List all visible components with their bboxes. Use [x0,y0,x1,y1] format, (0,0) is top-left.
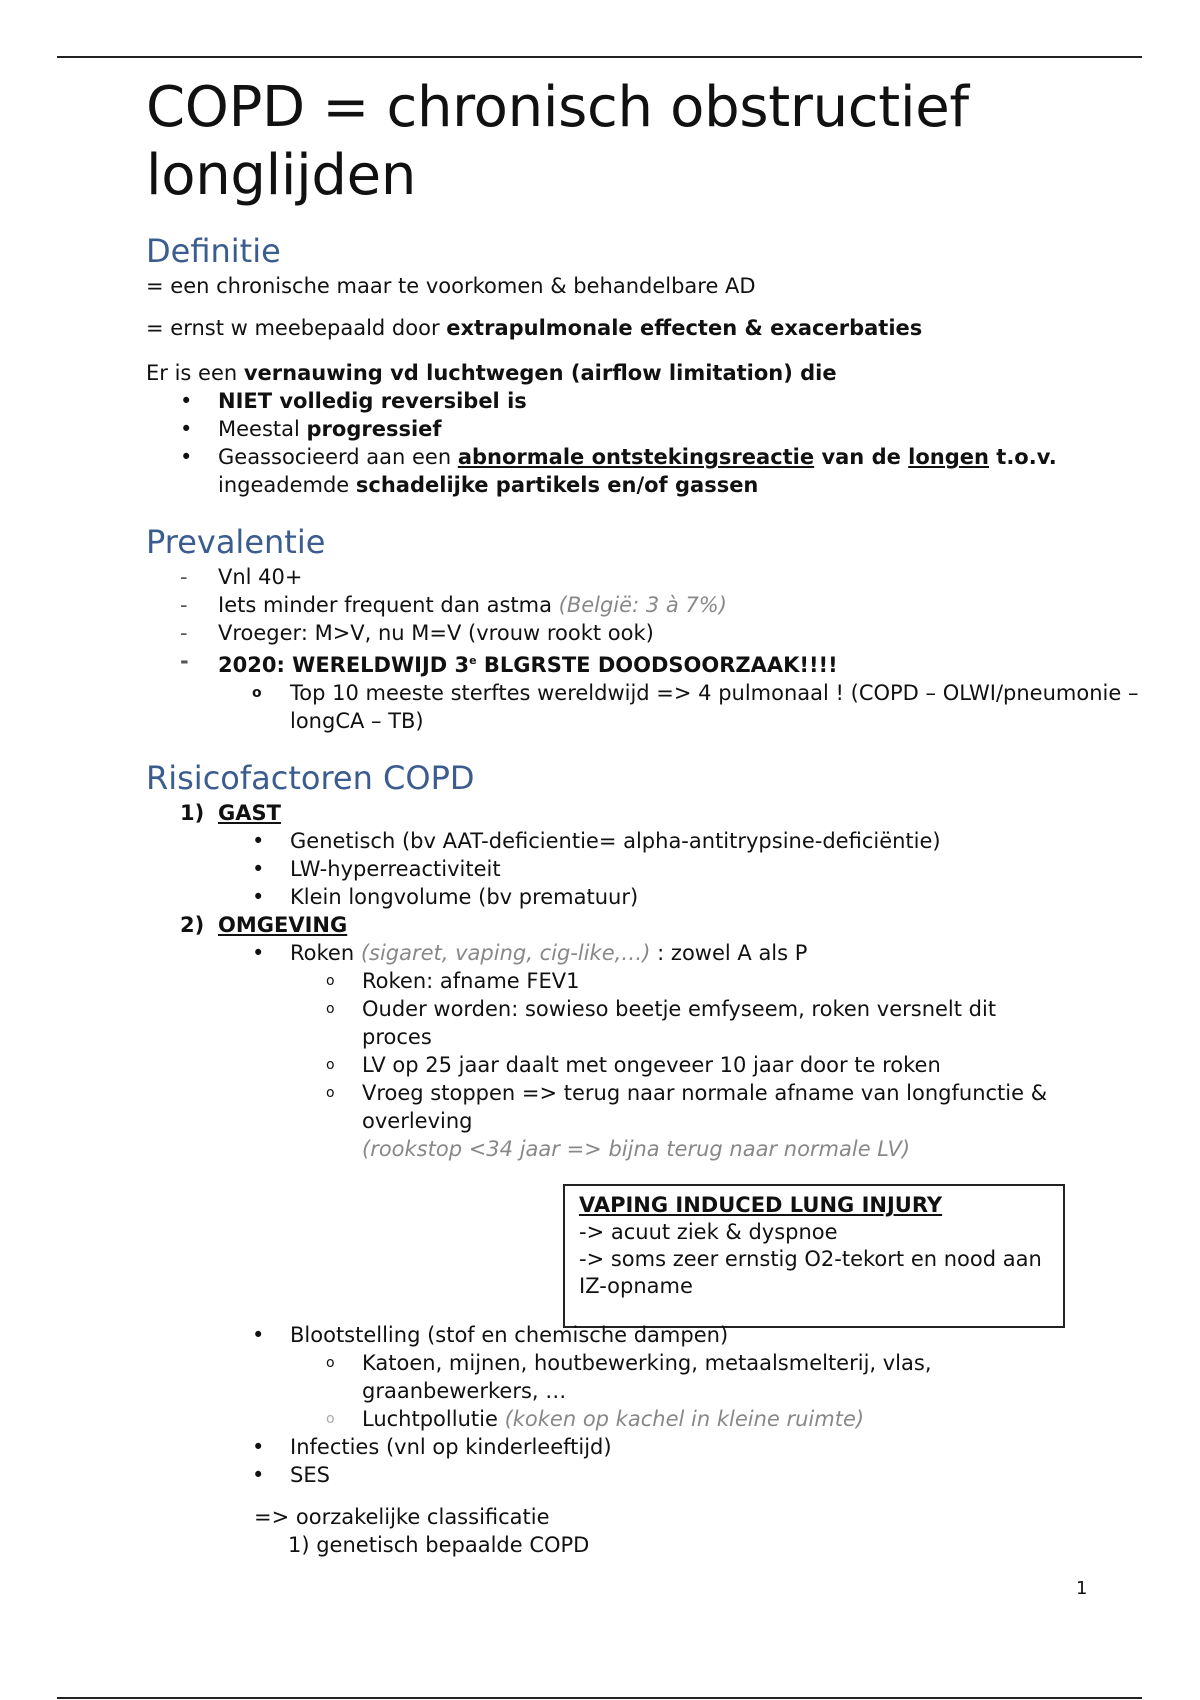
page-number: 1 [1076,1578,1088,1599]
list-text: Roken: afname FEV1 [362,969,580,993]
numbered-label: GAST [218,801,281,825]
bullet-text-bold: van de [814,445,909,469]
definitie-line3 [146,359,1186,387]
bullet-marker: • [252,1435,265,1459]
superscript: e [469,654,477,667]
list-text: Klein longvolume (bv prematuur) [290,885,639,909]
list-text: Vroeg stoppen => terug naar normale afname van longfunctie & overleving [362,1081,1048,1133]
list-item [146,443,1186,499]
heading-prevalentie: Prevalentie [146,523,326,561]
list-text: Infecties (vnl op kinderleeftijd) [290,1435,612,1459]
bullet-text-bold-underline: longen [908,445,989,469]
bullet-text-bold: t.o.v. [988,445,1057,469]
list-item [146,1321,1186,1349]
list-note: (koken op kachel in kleine ruimte) [504,1407,865,1431]
list-text: Blootstelling (stof en chemische dampen) [290,1323,729,1347]
list-note: (België: 3 à 7%) [558,593,727,617]
dash-marker: - [180,621,188,645]
bullet-marker: • [180,445,193,469]
list-item [146,387,1186,415]
box-title [579,1192,1049,1219]
bullet-marker: • [180,389,193,413]
number-marker: 2) [180,913,205,937]
box-line: -> soms zeer ernstig O2-tekort en nood aan IZ-opname [579,1247,1042,1298]
definitie-line3-text: Er is een [146,361,244,385]
list-text: Luchtpollutie [362,1407,505,1431]
number-marker: 1) [180,801,205,825]
list-item [146,1051,1186,1079]
list-item [146,679,1186,735]
list-note: (rookstop <34 jaar => bijna terug naar normale LV) [362,1137,911,1161]
bullet-text-bold: schadelijke partikels en/of gassen [355,473,759,497]
list-text: Genetisch (bv AAT-deficientie= alpha-antitrypsine-deficiëntie) [290,829,941,853]
circle-marker: o [326,1355,335,1371]
document-body [146,74,1186,1559]
list-text: Vnl 40+ [218,565,303,589]
numbered-label: OMGEVING [218,913,348,937]
definitie-line1: = een chronische maar te voorkomen & behandelbare AD [146,274,756,298]
numbered-item [146,911,1186,939]
list-item [146,1405,1186,1433]
bullet-marker: • [252,857,265,881]
bullet-marker: • [252,1463,265,1487]
list-text: Vroeger: M>V, nu M=V (vrouw rookt ook) [218,621,654,645]
list-note: (sigaret, vaping, cig-like,…) [360,941,651,965]
list-text-bold: BLGRSTE DOODSOORZAAK!!!! [476,653,838,677]
risico-list-continued [146,1321,1186,1489]
list-item [146,883,1186,911]
circle-marker: o [326,1057,335,1073]
list-item [146,415,1186,443]
list-item [146,827,1186,855]
bullet-marker: • [252,829,265,853]
list-text: LV op 25 jaar daalt met ongeveer 10 jaar door te roken [362,1053,941,1077]
list-text: Iets minder frequent dan astma [218,593,559,617]
list-item [146,967,1186,995]
list-item [146,1433,1186,1461]
heading-risicofactoren: Risicofactoren COPD [146,759,475,797]
list-text-bold: 2020: WERELDWIJD 3 [218,653,470,677]
bottom-rule [57,1697,1142,1699]
list-item [146,995,1186,1051]
top-rule [57,56,1142,58]
bullet-marker: • [252,941,265,965]
bullet-marker: • [252,1323,265,1347]
bullet-text-bold: progressief [306,417,442,441]
box-line: -> acuut ziek & dyspnoe [579,1220,838,1244]
circle-marker: o [252,685,262,701]
bullet-marker: • [180,417,193,441]
dash-marker: - [180,565,188,589]
prevalentie-list [146,563,1186,735]
list-text: Katoen, mijnen, houtbewerking, metaalsmelterij, vlas, graanbewerkers, … [362,1351,932,1403]
bullet-text: Meestal [218,417,307,441]
bullet-marker: • [252,885,265,909]
bullet-text: Geassocieerd aan een [218,445,458,469]
heading-definitie: Definitie [146,232,281,270]
numbered-item [146,799,1186,827]
box-title-text: VAPING INDUCED LUNG INJURY [579,1193,943,1217]
list-item [146,855,1186,883]
definitie-line3-bold: vernauwing vd luchtwegen (airflow limitation) die [243,361,837,385]
classification-line: => oorzakelijke classificatie [254,1505,550,1529]
list-text: SES [290,1463,330,1487]
bullet-text: NIET volledig reversibel is [218,389,527,413]
list-item [146,1461,1186,1489]
vaping-info-box [563,1184,1065,1328]
list-text: Roken [290,941,361,965]
list-text: : zowel A als P [650,941,808,965]
list-text: Ouder worden: sowieso beetje emfyseem, roken versnelt dit proces [362,997,997,1049]
bullet-text: ingeademde [218,473,356,497]
circle-marker: o [326,1001,335,1017]
dash-marker: - [180,649,189,673]
risico-list [146,799,1186,1163]
definitie-bullets [146,387,1186,499]
dash-marker: - [180,593,188,617]
list-text: Top 10 meeste sterftes wereldwijd => 4 pulmonaal ! (COPD – OLWI/pneumonie – longCA – TB) [290,681,1139,733]
definitie-line2 [146,314,1186,342]
definitie-line2-bold: extrapulmonale effecten & exacerbaties [446,316,923,340]
list-item [146,563,1186,591]
list-item [146,1349,1186,1405]
circle-marker: o [326,1085,335,1101]
list-item [146,939,1186,967]
list-item [146,647,1186,679]
definitie-line2-text: = ernst w meebepaald door [146,316,447,340]
page-title: COPD = chronisch obstructief longlijden [146,75,969,208]
circle-marker: o [326,1411,335,1427]
classification-item: 1) genetisch bepaalde COPD [288,1533,590,1557]
list-item [146,591,1186,619]
list-item [146,1079,1186,1163]
list-text: LW-hyperreactiviteit [290,857,501,881]
list-item [146,619,1186,647]
bullet-text-bold-underline: abnormale ontstekingsreactie [457,445,815,469]
circle-marker: o [326,973,335,989]
